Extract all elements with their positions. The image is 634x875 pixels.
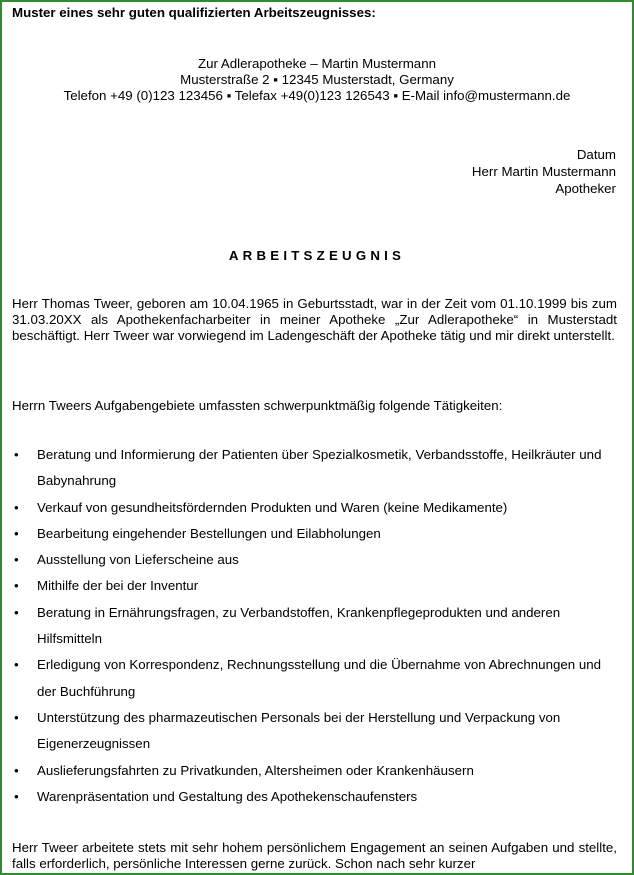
task-text: Auslieferungsfahrten zu Privatkunden, Altersheimen oder Krankenhäusern	[37, 762, 474, 778]
task-text: Mithilfe der bei der Inventur	[37, 578, 199, 594]
bullet-icon: •	[14, 578, 19, 594]
bullet-icon: •	[14, 762, 19, 778]
bullet-icon: •	[14, 447, 19, 462]
letterhead-address: Musterstraße 2 ▪ 12345 Musterstadt, Germany	[180, 72, 454, 87]
signature-name: Herr Martin Mustermann	[471, 164, 616, 179]
task-list	[12, 442, 617, 810]
task-text: Beratung und Informierung der Patienten über Spezialkosmetik, Verbandsstoffe, Heilkräuter und Babynahrung	[37, 447, 602, 489]
bullet-icon: •	[14, 604, 19, 620]
task-text: Warenpräsentation und Gestaltung des Apothekenschaufensters	[37, 788, 418, 804]
task-item	[12, 758, 617, 784]
bullet-icon: •	[14, 525, 19, 541]
closing-paragraph: Herr Tweer arbeitete stets mit sehr hohem persönlichem Engagement an seinen Aufgaben und stellte, falls erforderlich, persönliche Interessen gerne zurück. Schon nach sehr kurzer	[12, 840, 617, 871]
tasks-intro: Herrn Tweers Aufgabengebiete umfassten schwerpunktmäßig folgende Tätigkeiten:	[12, 398, 503, 413]
letterhead-contact: Telefon +49 (0)123 123456 ▪ Telefax +49(0)123 126543 ▪ E-Mail info@mustermann.de	[63, 88, 571, 103]
task-item	[12, 547, 617, 573]
bullet-icon: •	[14, 709, 19, 725]
intro-paragraph: Herr Thomas Tweer, geboren am 10.04.1965 in Geburtsstadt, war in der Zeit vom 01.10.1999 bis zum 31.03.20XX als Apothekenfacharbeiter in meiner Apotheke „Zur Adlerapotheke“ in Musterstadt beschäftigt. Herr Tweer war vorwiegend im Ladengeschäft der Apotheke tätig und mir direkt unterstellt.	[12, 296, 617, 343]
task-item	[12, 600, 617, 653]
bullet-icon: •	[14, 657, 19, 673]
task-text: Bearbeitung eingehender Bestellungen und Eilabholungen	[37, 525, 381, 541]
task-item	[12, 442, 617, 495]
task-item	[12, 784, 617, 810]
task-text: Beratung in Ernährungsfragen, zu Verbandstoffen, Krankenpflegeprodukten und anderen Hilfsmitteln	[37, 604, 561, 647]
signature-date: Datum	[576, 147, 616, 162]
task-item	[12, 521, 617, 547]
bullet-icon: •	[14, 788, 19, 804]
task-item	[12, 705, 617, 758]
task-item	[12, 495, 617, 521]
task-text: Erledigung von Korrespondenz, Rechnungsstellung und die Übernahme von Abrechnungen und der Buchführung	[37, 657, 602, 699]
task-item	[12, 652, 617, 705]
bullet-icon: •	[14, 552, 19, 568]
signature-role: Apotheker	[555, 181, 616, 196]
document-title: ARBEITSZEUGNIS	[228, 248, 406, 263]
document-heading: Muster eines sehr guten qualifizierten Arbeitszeugnisses:	[12, 5, 376, 20]
task-text: Verkauf von gesundheitsfördernden Produkten und Waren (keine Medikamente)	[37, 499, 508, 515]
letterhead-company: Zur Adlerapotheke – Martin Mustermann	[198, 56, 436, 71]
bullet-icon: •	[14, 499, 19, 515]
task-text: Unterstützung des pharmazeutischen Personals bei der Herstellung und Verpackung von Eigenerzeugnissen	[37, 709, 561, 752]
task-item	[12, 573, 617, 599]
task-text: Ausstellung von Lieferscheine aus	[37, 552, 239, 568]
